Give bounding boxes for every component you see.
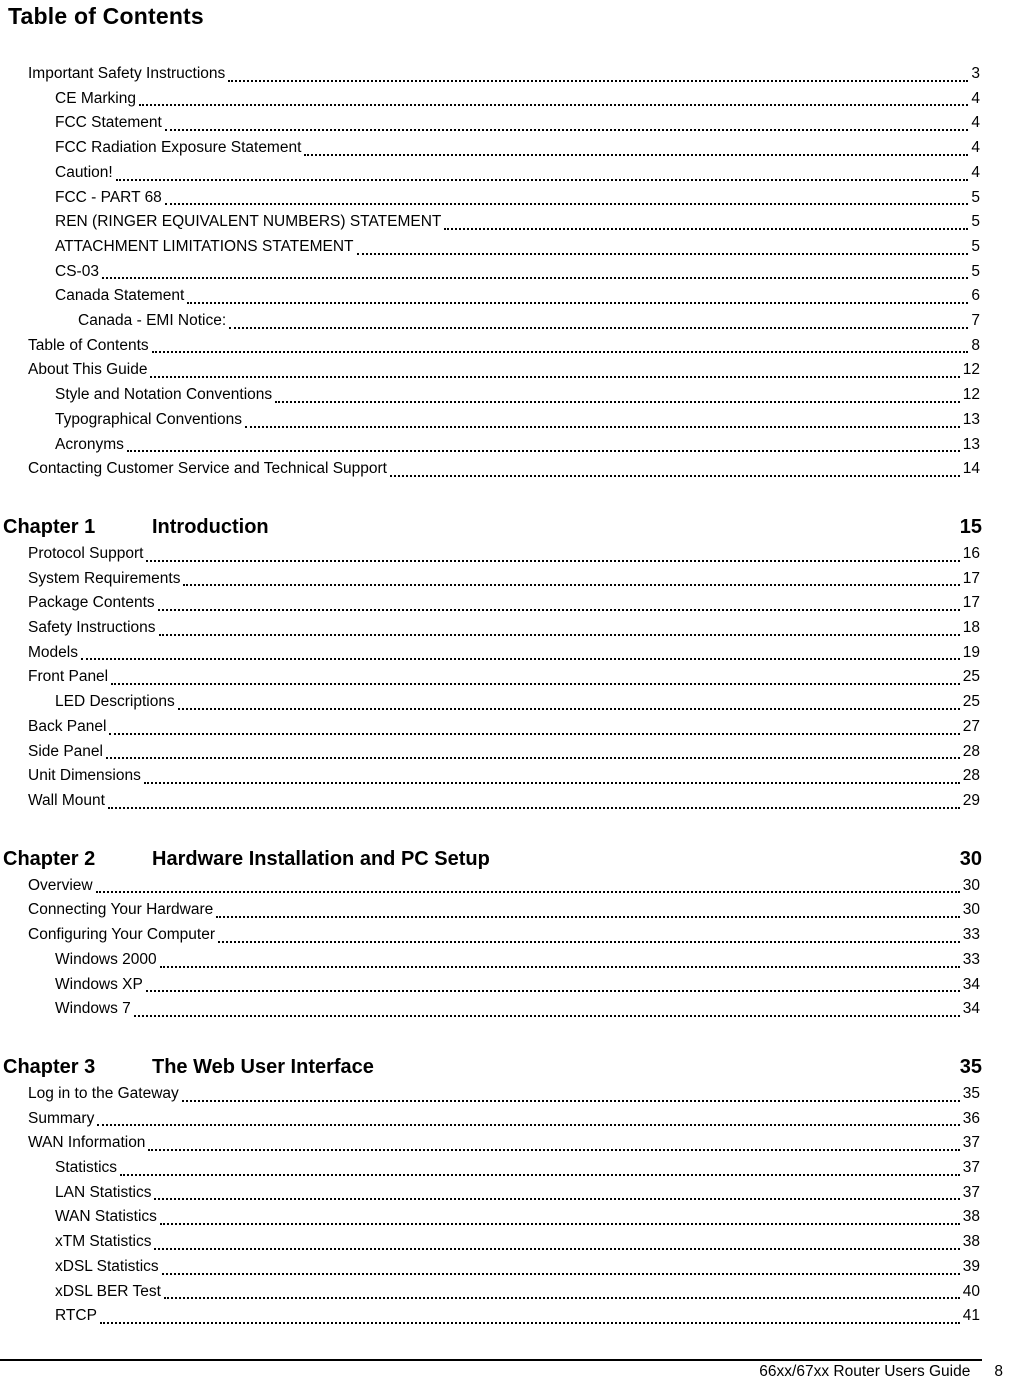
dot-leader xyxy=(245,426,960,428)
dot-leader xyxy=(100,1322,960,1324)
toc-entry-page: 33 xyxy=(962,950,980,968)
toc-entry-page: 13 xyxy=(962,410,980,428)
toc-entry-label: Protocol Support xyxy=(28,544,144,562)
toc-entry-label: System Requirements xyxy=(28,569,181,587)
toc-entry xyxy=(0,641,1010,666)
dot-leader xyxy=(154,1248,959,1250)
toc-entry-page: 12 xyxy=(962,361,980,379)
toc-entry xyxy=(0,161,1010,186)
chapter-heading xyxy=(0,1052,1010,1082)
toc-entry-label: REN (RINGER EQUIVALENT NUMBERS) STATEMENT xyxy=(55,213,442,231)
dot-leader xyxy=(154,1198,959,1200)
dot-leader xyxy=(228,80,968,82)
toc-entry xyxy=(0,358,1010,383)
chapter-heading xyxy=(0,512,1010,542)
dot-leader xyxy=(116,179,969,181)
toc-entry xyxy=(0,616,1010,641)
toc-entry-page: 34 xyxy=(962,975,980,993)
toc-entry-page: 37 xyxy=(962,1159,980,1177)
dot-leader xyxy=(182,1100,960,1102)
toc-entry xyxy=(0,898,1010,923)
toc-entry-page: 16 xyxy=(962,544,980,562)
toc-entry-label: Windows 7 xyxy=(55,1000,131,1018)
dot-leader xyxy=(152,351,969,353)
dot-leader xyxy=(357,253,969,255)
dot-leader xyxy=(108,807,960,809)
toc-entry-page: 12 xyxy=(962,386,980,404)
toc-entry-label: Acronyms xyxy=(55,435,124,453)
toc-entry-page: 19 xyxy=(962,643,980,661)
toc-entry xyxy=(0,1107,1010,1132)
toc-entry-label: About This Guide xyxy=(28,361,148,379)
chapter-section xyxy=(0,844,1010,1022)
toc-entry-label: Connecting Your Hardware xyxy=(28,901,214,919)
dot-leader xyxy=(102,277,968,279)
toc-entry-label: Configuring Your Computer xyxy=(28,926,215,944)
toc-entry xyxy=(0,973,1010,998)
toc-entry-label: Summary xyxy=(28,1109,95,1127)
toc-entry-page: 14 xyxy=(962,460,980,478)
chapter-title: Hardware Installation and PC Setup xyxy=(152,847,490,870)
toc-entry-label: Style and Notation Conventions xyxy=(55,386,273,404)
dot-leader xyxy=(146,990,960,992)
toc-entry-label: RTCP xyxy=(55,1307,97,1325)
toc-entry xyxy=(0,235,1010,260)
page-title: Table of Contents xyxy=(8,3,204,29)
footer-page-number: 8 xyxy=(994,1363,1003,1380)
dot-leader xyxy=(218,941,960,943)
toc-entry-page: 27 xyxy=(962,717,980,735)
toc-entry-label: xDSL Statistics xyxy=(55,1257,159,1275)
toc-entry xyxy=(0,1181,1010,1206)
front-matter-entries xyxy=(0,62,1010,482)
dot-leader xyxy=(158,609,960,611)
toc-entry-page: 36 xyxy=(962,1109,980,1127)
dot-leader xyxy=(160,1223,960,1225)
dot-leader xyxy=(160,966,960,968)
dot-leader xyxy=(81,658,960,660)
dot-leader xyxy=(165,129,969,131)
toc-entry-page: 37 xyxy=(962,1183,980,1201)
toc-entry-page: 4 xyxy=(971,89,980,107)
dot-leader xyxy=(165,203,969,205)
toc-entry-page: 8 xyxy=(971,336,980,354)
toc-entry xyxy=(0,789,1010,814)
dot-leader xyxy=(304,154,968,156)
toc-entry-label: Canada Statement xyxy=(55,287,185,305)
toc-entry-label: Contacting Customer Service and Technical Support xyxy=(28,460,387,478)
toc-entry-page: 30 xyxy=(962,876,980,894)
toc-entry xyxy=(0,567,1010,592)
dot-leader xyxy=(106,757,960,759)
toc-entry-page: 5 xyxy=(971,237,980,255)
dot-leader xyxy=(139,104,968,106)
toc-entry xyxy=(0,923,1010,948)
toc-entry xyxy=(0,1082,1010,1107)
chapter-title: Introduction xyxy=(152,515,269,538)
toc-entry-label: Safety Instructions xyxy=(28,619,156,637)
toc-entry xyxy=(0,260,1010,285)
toc-entry-page: 5 xyxy=(971,213,980,231)
dot-leader xyxy=(109,733,959,735)
chapter-page: 15 xyxy=(959,515,982,538)
dot-leader xyxy=(127,450,960,452)
toc-entry-page: 5 xyxy=(971,188,980,206)
toc-entry-label: Package Contents xyxy=(28,594,155,612)
toc-entry xyxy=(0,1280,1010,1305)
chapter-title: The Web User Interface xyxy=(152,1055,374,1078)
toc-entry-page: 30 xyxy=(962,901,980,919)
toc-entry-label: WAN Statistics xyxy=(55,1208,157,1226)
chapter-sections xyxy=(0,512,1010,1329)
toc-entry-page: 17 xyxy=(962,569,980,587)
toc-entry-page: 13 xyxy=(962,435,980,453)
toc-entry-page: 35 xyxy=(962,1084,980,1102)
toc-entry-label: FCC Radiation Exposure Statement xyxy=(55,139,302,157)
toc-entry xyxy=(0,874,1010,899)
toc-entry xyxy=(0,334,1010,359)
toc-entry-page: 3 xyxy=(971,65,980,82)
dot-leader xyxy=(159,634,960,636)
toc-entry-label: Windows 2000 xyxy=(55,950,157,968)
chapter-label: Chapter 1 xyxy=(3,515,96,538)
toc-entry-page: 17 xyxy=(962,594,980,612)
toc-entry-label: Overview xyxy=(28,876,93,894)
toc-entry-label: Wall Mount xyxy=(28,791,105,809)
toc-entry-label: Caution! xyxy=(55,163,113,181)
toc-entry-label: Table of Contents xyxy=(28,336,149,354)
dot-leader xyxy=(148,1149,959,1151)
toc-entry-label: WAN Information xyxy=(28,1134,146,1152)
toc-entry-page: 4 xyxy=(971,114,980,132)
toc-entry xyxy=(0,210,1010,235)
toc-entry xyxy=(0,62,1010,87)
dot-leader xyxy=(164,1297,960,1299)
toc-entry xyxy=(0,715,1010,740)
dot-leader xyxy=(178,708,960,710)
dot-leader xyxy=(229,327,968,329)
dot-leader xyxy=(146,560,959,562)
dot-leader xyxy=(144,782,960,784)
chapter-page: 30 xyxy=(959,847,982,870)
toc-entry-label: xDSL BER Test xyxy=(55,1282,161,1300)
toc-entry-page: 25 xyxy=(962,668,980,686)
toc-entry xyxy=(0,111,1010,136)
chapter-label: Chapter 3 xyxy=(3,1055,96,1078)
toc-entry-page: 4 xyxy=(971,163,980,181)
toc-entry xyxy=(0,1156,1010,1181)
toc-entry-label: Log in to the Gateway xyxy=(28,1084,179,1102)
footer-doc-title: 66xx/67xx Router Users Guide xyxy=(759,1363,971,1380)
dot-leader xyxy=(183,584,959,586)
toc-entry xyxy=(0,997,1010,1022)
chapter-heading xyxy=(0,844,1010,874)
toc-entry-label: Back Panel xyxy=(28,717,107,735)
toc-entry-label: Statistics xyxy=(55,1159,118,1177)
toc-entry-label: ATTACHMENT LIMITATIONS STATEMENT xyxy=(55,237,354,255)
toc-entry-page: 7 xyxy=(971,312,980,330)
dot-leader xyxy=(275,401,960,403)
dot-leader xyxy=(120,1174,960,1176)
dot-leader xyxy=(216,916,959,918)
chapter-page: 35 xyxy=(959,1055,982,1078)
toc-entry xyxy=(0,186,1010,211)
chapter-section xyxy=(0,512,1010,814)
toc-entry-page: 41 xyxy=(962,1307,980,1325)
toc-entry xyxy=(0,1255,1010,1280)
dot-leader xyxy=(150,376,959,378)
toc-entry-page: 37 xyxy=(962,1134,980,1152)
dot-leader xyxy=(111,683,960,685)
toc-entry xyxy=(0,740,1010,765)
toc-entry-page: 5 xyxy=(971,262,980,280)
toc-entry-page: 6 xyxy=(971,287,980,305)
toc-entry-label: FCC - PART 68 xyxy=(55,188,162,206)
toc-entry-page: 33 xyxy=(962,926,980,944)
toc-entry xyxy=(0,690,1010,715)
toc-entry xyxy=(0,309,1010,334)
dot-leader xyxy=(187,302,968,304)
toc-entry xyxy=(0,1205,1010,1230)
toc-entry-label: LED Descriptions xyxy=(55,693,175,711)
footer-divider xyxy=(0,1359,982,1361)
toc-entry xyxy=(0,1131,1010,1156)
toc-entry-label: Canada - EMI Notice: xyxy=(78,312,227,330)
toc-entry xyxy=(0,591,1010,616)
toc-entry-page: 28 xyxy=(962,742,980,760)
toc-entry xyxy=(0,383,1010,408)
toc-entry-page: 38 xyxy=(962,1233,980,1251)
toc-entry-label: CS-03 xyxy=(55,262,99,280)
dot-leader xyxy=(134,1015,960,1017)
page-footer xyxy=(759,1362,1003,1382)
dot-leader xyxy=(444,228,968,230)
toc-entry xyxy=(0,1230,1010,1255)
toc-entry xyxy=(0,764,1010,789)
toc-entry xyxy=(0,948,1010,973)
toc-entry xyxy=(0,136,1010,161)
toc-entry-page: 40 xyxy=(962,1282,980,1300)
toc-entry-label: Windows XP xyxy=(55,975,143,993)
dot-leader xyxy=(97,1124,959,1126)
toc-entry-page: 34 xyxy=(962,1000,980,1018)
toc-entry xyxy=(0,408,1010,433)
toc-entry xyxy=(0,433,1010,458)
toc-entry-page: 4 xyxy=(971,139,980,157)
toc-entry-label: Models xyxy=(28,643,78,661)
toc-entry-page: 38 xyxy=(962,1208,980,1226)
toc-entry xyxy=(0,665,1010,690)
toc-entry-page: 25 xyxy=(962,693,980,711)
toc-entry-label: Side Panel xyxy=(28,742,103,760)
toc-entry-page: 29 xyxy=(962,791,980,809)
toc-entry-label: Front Panel xyxy=(28,668,109,686)
toc-entry xyxy=(0,542,1010,567)
toc-entry-label: Typographical Conventions xyxy=(55,410,242,428)
toc-entry-label: xTM Statistics xyxy=(55,1233,152,1251)
toc-entry-page: 28 xyxy=(962,767,980,785)
dot-leader xyxy=(96,891,960,893)
toc-entry-label: LAN Statistics xyxy=(55,1183,152,1201)
toc-entry-label: FCC Statement xyxy=(55,114,162,132)
chapter-section xyxy=(0,1052,1010,1329)
dot-leader xyxy=(162,1273,960,1275)
chapter-label: Chapter 2 xyxy=(3,847,96,870)
toc-entry-label: CE Marking xyxy=(55,89,136,107)
toc-entry xyxy=(0,87,1010,112)
toc-entry-label: Important Safety Instructions xyxy=(28,65,226,82)
dot-leader xyxy=(390,475,960,477)
toc-entry xyxy=(0,1304,1010,1329)
toc-entry xyxy=(0,457,1010,482)
toc-entry xyxy=(0,284,1010,309)
toc-entry-label: Unit Dimensions xyxy=(28,767,141,785)
toc-entry-page: 39 xyxy=(962,1257,980,1275)
toc-entry-page: 18 xyxy=(962,619,980,637)
